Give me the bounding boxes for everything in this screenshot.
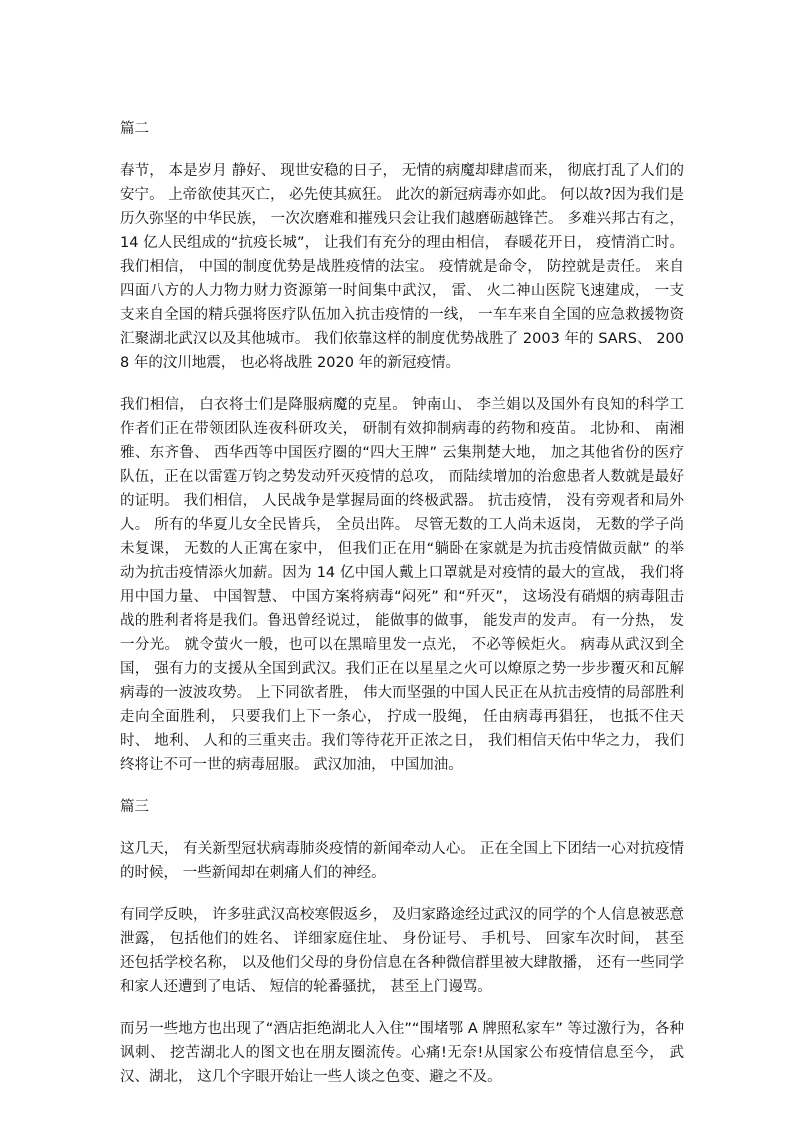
section-2 — [120, 117, 684, 777]
paragraph: 有同学反映， 许多驻武汉高校寒假返乡， 及归家路途经过武汉的同学的个人信息被恶意泄露， 包括他们的姓名、 详细家庭住址、 身份证号、 手机号、 回家车次时间， 甚至还包括学校名称， 以及他们父母的身份信息在各种微信群里被大肆散播， 还有一些同学和家人还遭到了电话、 短信的轮番骚扰， 甚至上门谩骂。 — [120, 907, 684, 995]
paragraph: 而另一些地方也出现了“酒店拒绝湖北人入住”“围堵鄂 A 牌照私家车” 等过激行为，各种讽刺、 挖苦湖北人的图文也在朋友圈流传。心痛!无奈!从国家公布疫情信息至今， 武汉、湖北， 这几个字眼开始让一些人谈之色变、避之不及。 — [120, 1021, 684, 1085]
section-heading: 篇二 — [120, 121, 149, 137]
document-page — [120, 117, 684, 1107]
section-heading: 篇三 — [120, 799, 149, 815]
section-3 — [120, 795, 684, 1089]
paragraph: 这几天， 有关新型冠状病毒肺炎疫情的新闻牵动人心。 正在全国上下团结一心对抗疫情的时候， 一些新闻却在刺痛人们的神经。 — [120, 841, 684, 881]
paragraph: 春节， 本是岁月 静好、 现世安稳的日子， 无情的病魔却肆虐而来， 彻底打乱了人们的安宁。 上帝欲使其灭亡， 必先使其疯狂。 此次的新冠病毒亦如此。 何以故?因为我们是历久弥坚的中华民族， 一次次磨难和摧残只会让我们越磨砺越锋芒。 多难兴邦古有之， 14 亿人民组成的“抗疫长城”， 让我们有充分的理由相信， 春暖花开日， 疫情消亡时。我们相信， 中国的制度优势是战胜疫情的法宝。 疫情就是命令， 防控就是责任。 来自四面八方的人力物力财力资源第一时间集中武汉， 雷、 火二神山医院飞速建成， 一支支来自全国的精兵强将医疗队伍加入抗击疫情的一线， 一车车来自全国的应急救援物资汇聚湖北武汉以及其他城市。 我们依靠这样的制度优势战胜了 2003 年的 SARS、 2008 年的汶川地震， 也必将战胜 2020 年的新冠疫情。 — [120, 163, 684, 371]
paragraph: 我们相信， 白衣将士们是降服病魔的克星。 钟南山、 李兰娟以及国外有良知的科学工作者们正在带领团队连夜科研攻关， 研制有效抑制病毒的药物和疫苗。 北协和、 南湘雅、东齐鲁、 西华西等中国医疗圈的“四大王牌” 云集荆楚大地， 加之其他省份的医疗队伍，正在以雷霆万钧之势发动歼灭疫情的总攻， 而陆续增加的治愈患者人数就是最好的证明。 我们相信， 人民战争是掌握局面的终极武器。 抗击疫情， 没有旁观者和局外人。 所有的华夏儿女全民皆兵， 全员出阵。 尽管无数的工人尚未返岗， 无数的学子尚未复课， 无数的人正寓在家中， 但我们正在用“躺卧在家就是为抗击疫情做贡献” 的举动为抗击疫情添火加薪。因为 14 亿中国人戴上口罩就是对疫情的最大的宣战， 我们将用中国力量、 中国智慧、 中国方案将病毒“闷死” 和“歼灭”， 这场没有硝烟的病毒阻击战的胜利者将是我们。鲁迅曾经说过， 能做事的做事， 能发声的发声。 有一分热， 发一分光。 就令萤火一般，也可以在黑暗里发一点光， 不必等候炬火。 病毒从武汉到全国， 强有力的支援从全国到武汉。我们正在以星星之火可以燎原之势一步步覆灭和瓦解病毒的一波波攻势。 上下同欲者胜， 伟大而坚强的中国人民正在从抗击疫情的局部胜利走向全面胜利， 只要我们上下一条心， 拧成一股绳， 任由病毒再猖狂， 也抵不住天时、 地利、 人和的三重夹击。我们等待花开正浓之日， 我们相信天佑中华之力， 我们终将让不可一世的病毒屈服。 武汉加油， 中国加油。 — [120, 397, 684, 773]
